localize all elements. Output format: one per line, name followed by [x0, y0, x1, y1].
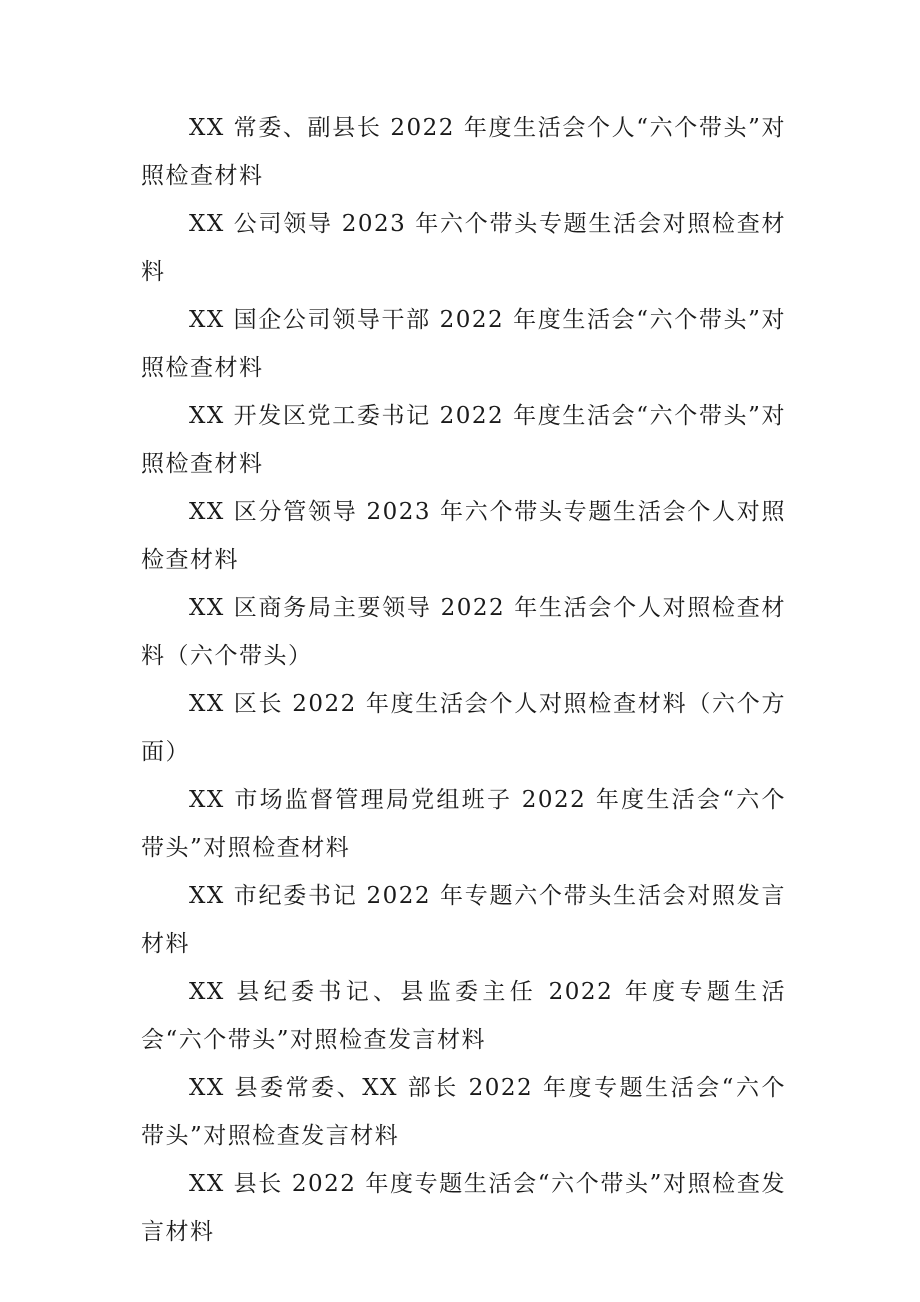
list-item-2: XX 公司领导 2023 年六个带头专题生活会对照检查材料: [141, 211, 786, 285]
list-item-5: XX 区分管领导 2023 年六个带头专题生活会个人对照检查材料: [141, 499, 786, 573]
list-item-9: XX 市纪委书记 2022 年专题六个带头生活会对照发言材料: [141, 883, 786, 957]
list-item-12: XX 县长 2022 年度专题生活会“六个带头”对照检查发言材料: [141, 1171, 786, 1245]
list-item-6: XX 区商务局主要领导 2022 年生活会个人对照检查材料（六个带头）: [141, 595, 786, 669]
list-item-4: XX 开发区党工委书记 2022 年度生活会“六个带头”对照检查材料: [141, 403, 786, 477]
list-item-3: XX 国企公司领导干部 2022 年度生活会“六个带头”对照检查材料: [141, 307, 786, 381]
document-body: [141, 104, 786, 1256]
list-item-10: XX 县纪委书记、县监委主任 2022 年度专题生活会“六个带头”对照检查发言材料: [141, 979, 786, 1053]
list-item-7: XX 区长 2022 年度生活会个人对照检查材料（六个方面）: [141, 691, 786, 765]
list-item-11: XX 县委常委、XX 部长 2022 年度专题生活会“六个带头”对照检查发言材料: [141, 1075, 786, 1149]
list-item-1: XX 常委、副县长 2022 年度生活会个人“六个带头”对照检查材料: [141, 115, 786, 189]
list-item-8: XX 市场监督管理局党组班子 2022 年度生活会“六个带头”对照检查材料: [141, 787, 786, 861]
